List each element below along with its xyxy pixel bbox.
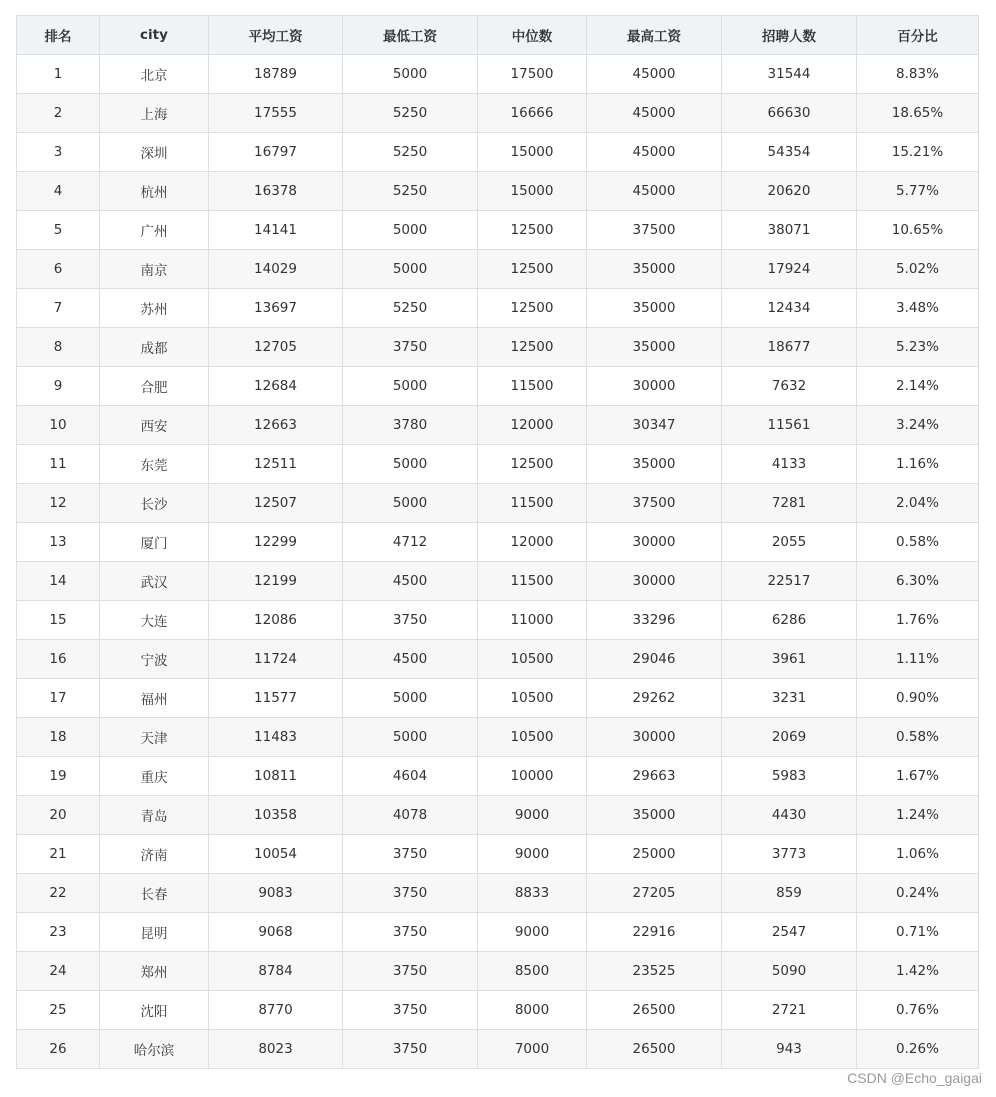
cell-city: 苏州 bbox=[100, 289, 209, 328]
cell-median: 12500 bbox=[478, 250, 587, 289]
table-row bbox=[17, 523, 979, 562]
cell-percentage: 0.90% bbox=[857, 679, 979, 718]
cell-hiring-count: 31544 bbox=[722, 55, 857, 94]
cell-max-salary: 37500 bbox=[587, 211, 722, 250]
cell-median: 10500 bbox=[478, 640, 587, 679]
cell-percentage: 0.58% bbox=[857, 523, 979, 562]
cell-percentage: 18.65% bbox=[857, 94, 979, 133]
cell-min-salary: 4078 bbox=[343, 796, 478, 835]
cell-min-salary: 3750 bbox=[343, 952, 478, 991]
cell-city: 广州 bbox=[100, 211, 209, 250]
cell-hiring-count: 4430 bbox=[722, 796, 857, 835]
cell-hiring-count: 943 bbox=[722, 1030, 857, 1069]
table-row bbox=[17, 328, 979, 367]
table-body bbox=[17, 55, 979, 1069]
cell-median: 15000 bbox=[478, 133, 587, 172]
cell-min-salary: 3750 bbox=[343, 1030, 478, 1069]
cell-hiring-count: 17924 bbox=[722, 250, 857, 289]
cell-avg-salary: 16378 bbox=[209, 172, 343, 211]
cell-max-salary: 35000 bbox=[587, 250, 722, 289]
cell-hiring-count: 2069 bbox=[722, 718, 857, 757]
cell-median: 9000 bbox=[478, 835, 587, 874]
table-row bbox=[17, 1030, 979, 1069]
cell-median: 8000 bbox=[478, 991, 587, 1030]
table-row bbox=[17, 718, 979, 757]
cell-hiring-count: 66630 bbox=[722, 94, 857, 133]
cell-percentage: 5.77% bbox=[857, 172, 979, 211]
cell-city: 南京 bbox=[100, 250, 209, 289]
cell-max-salary: 30000 bbox=[587, 718, 722, 757]
table-row bbox=[17, 913, 979, 952]
cell-hiring-count: 6286 bbox=[722, 601, 857, 640]
cell-max-salary: 25000 bbox=[587, 835, 722, 874]
cell-avg-salary: 14141 bbox=[209, 211, 343, 250]
header-city: city bbox=[100, 16, 209, 55]
table-row bbox=[17, 640, 979, 679]
cell-percentage: 5.23% bbox=[857, 328, 979, 367]
cell-percentage: 2.04% bbox=[857, 484, 979, 523]
cell-hiring-count: 2547 bbox=[722, 913, 857, 952]
cell-percentage: 2.14% bbox=[857, 367, 979, 406]
cell-rank: 19 bbox=[17, 757, 100, 796]
table-row bbox=[17, 874, 979, 913]
table-row bbox=[17, 952, 979, 991]
cell-percentage: 1.67% bbox=[857, 757, 979, 796]
table-row bbox=[17, 562, 979, 601]
cell-avg-salary: 11724 bbox=[209, 640, 343, 679]
cell-avg-salary: 13697 bbox=[209, 289, 343, 328]
header-max-salary: 最高工资 bbox=[587, 16, 722, 55]
table-row bbox=[17, 250, 979, 289]
cell-city: 济南 bbox=[100, 835, 209, 874]
cell-median: 10000 bbox=[478, 757, 587, 796]
cell-median: 17500 bbox=[478, 55, 587, 94]
cell-min-salary: 4712 bbox=[343, 523, 478, 562]
cell-min-salary: 5000 bbox=[343, 679, 478, 718]
cell-min-salary: 5000 bbox=[343, 484, 478, 523]
cell-hiring-count: 18677 bbox=[722, 328, 857, 367]
cell-max-salary: 22916 bbox=[587, 913, 722, 952]
cell-avg-salary: 17555 bbox=[209, 94, 343, 133]
salary-table bbox=[16, 15, 979, 1069]
cell-max-salary: 35000 bbox=[587, 445, 722, 484]
cell-max-salary: 30000 bbox=[587, 562, 722, 601]
cell-city: 厦门 bbox=[100, 523, 209, 562]
cell-rank: 11 bbox=[17, 445, 100, 484]
cell-min-salary: 4604 bbox=[343, 757, 478, 796]
cell-city: 郑州 bbox=[100, 952, 209, 991]
cell-city: 昆明 bbox=[100, 913, 209, 952]
cell-avg-salary: 12684 bbox=[209, 367, 343, 406]
cell-rank: 16 bbox=[17, 640, 100, 679]
cell-max-salary: 29262 bbox=[587, 679, 722, 718]
table-row bbox=[17, 601, 979, 640]
cell-rank: 9 bbox=[17, 367, 100, 406]
table-row bbox=[17, 484, 979, 523]
cell-percentage: 0.71% bbox=[857, 913, 979, 952]
cell-max-salary: 30347 bbox=[587, 406, 722, 445]
cell-hiring-count: 38071 bbox=[722, 211, 857, 250]
cell-percentage: 1.76% bbox=[857, 601, 979, 640]
cell-max-salary: 45000 bbox=[587, 55, 722, 94]
cell-avg-salary: 11483 bbox=[209, 718, 343, 757]
cell-hiring-count: 12434 bbox=[722, 289, 857, 328]
cell-min-salary: 4500 bbox=[343, 640, 478, 679]
cell-max-salary: 29046 bbox=[587, 640, 722, 679]
cell-city: 武汉 bbox=[100, 562, 209, 601]
table-row bbox=[17, 55, 979, 94]
cell-city: 福州 bbox=[100, 679, 209, 718]
cell-median: 10500 bbox=[478, 679, 587, 718]
header-median: 中位数 bbox=[478, 16, 587, 55]
cell-avg-salary: 8784 bbox=[209, 952, 343, 991]
cell-percentage: 1.16% bbox=[857, 445, 979, 484]
cell-hiring-count: 22517 bbox=[722, 562, 857, 601]
cell-city: 成都 bbox=[100, 328, 209, 367]
cell-min-salary: 5000 bbox=[343, 718, 478, 757]
cell-rank: 17 bbox=[17, 679, 100, 718]
cell-min-salary: 4500 bbox=[343, 562, 478, 601]
cell-avg-salary: 10358 bbox=[209, 796, 343, 835]
cell-percentage: 1.06% bbox=[857, 835, 979, 874]
cell-max-salary: 45000 bbox=[587, 172, 722, 211]
cell-median: 11500 bbox=[478, 484, 587, 523]
cell-median: 8833 bbox=[478, 874, 587, 913]
cell-min-salary: 5000 bbox=[343, 55, 478, 94]
cell-median: 12500 bbox=[478, 445, 587, 484]
cell-hiring-count: 4133 bbox=[722, 445, 857, 484]
cell-city: 长春 bbox=[100, 874, 209, 913]
table-row bbox=[17, 406, 979, 445]
cell-city: 大连 bbox=[100, 601, 209, 640]
cell-avg-salary: 12299 bbox=[209, 523, 343, 562]
cell-percentage: 10.65% bbox=[857, 211, 979, 250]
table-row bbox=[17, 835, 979, 874]
cell-max-salary: 35000 bbox=[587, 289, 722, 328]
cell-min-salary: 5000 bbox=[343, 250, 478, 289]
cell-min-salary: 3780 bbox=[343, 406, 478, 445]
cell-avg-salary: 12507 bbox=[209, 484, 343, 523]
cell-percentage: 8.83% bbox=[857, 55, 979, 94]
cell-avg-salary: 10811 bbox=[209, 757, 343, 796]
cell-percentage: 0.26% bbox=[857, 1030, 979, 1069]
table-row bbox=[17, 367, 979, 406]
cell-hiring-count: 11561 bbox=[722, 406, 857, 445]
cell-rank: 26 bbox=[17, 1030, 100, 1069]
cell-city: 深圳 bbox=[100, 133, 209, 172]
cell-avg-salary: 12705 bbox=[209, 328, 343, 367]
cell-avg-salary: 9068 bbox=[209, 913, 343, 952]
cell-min-salary: 5250 bbox=[343, 289, 478, 328]
cell-rank: 6 bbox=[17, 250, 100, 289]
cell-max-salary: 35000 bbox=[587, 796, 722, 835]
cell-percentage: 0.58% bbox=[857, 718, 979, 757]
cell-city: 杭州 bbox=[100, 172, 209, 211]
cell-percentage: 0.24% bbox=[857, 874, 979, 913]
cell-max-salary: 37500 bbox=[587, 484, 722, 523]
table-header-row bbox=[17, 16, 979, 55]
cell-min-salary: 3750 bbox=[343, 835, 478, 874]
cell-city: 北京 bbox=[100, 55, 209, 94]
cell-min-salary: 5000 bbox=[343, 445, 478, 484]
cell-min-salary: 5250 bbox=[343, 172, 478, 211]
cell-percentage: 15.21% bbox=[857, 133, 979, 172]
cell-median: 10500 bbox=[478, 718, 587, 757]
cell-rank: 24 bbox=[17, 952, 100, 991]
table-row bbox=[17, 133, 979, 172]
cell-percentage: 3.24% bbox=[857, 406, 979, 445]
cell-rank: 23 bbox=[17, 913, 100, 952]
cell-rank: 25 bbox=[17, 991, 100, 1030]
cell-percentage: 1.24% bbox=[857, 796, 979, 835]
cell-median: 12000 bbox=[478, 523, 587, 562]
cell-city: 哈尔滨 bbox=[100, 1030, 209, 1069]
cell-median: 9000 bbox=[478, 796, 587, 835]
cell-rank: 22 bbox=[17, 874, 100, 913]
cell-hiring-count: 3773 bbox=[722, 835, 857, 874]
cell-median: 7000 bbox=[478, 1030, 587, 1069]
cell-city: 合肥 bbox=[100, 367, 209, 406]
cell-rank: 15 bbox=[17, 601, 100, 640]
cell-avg-salary: 9083 bbox=[209, 874, 343, 913]
cell-hiring-count: 3961 bbox=[722, 640, 857, 679]
table-row bbox=[17, 445, 979, 484]
cell-hiring-count: 859 bbox=[722, 874, 857, 913]
cell-hiring-count: 2055 bbox=[722, 523, 857, 562]
cell-median: 15000 bbox=[478, 172, 587, 211]
cell-rank: 12 bbox=[17, 484, 100, 523]
cell-max-salary: 29663 bbox=[587, 757, 722, 796]
cell-avg-salary: 14029 bbox=[209, 250, 343, 289]
cell-rank: 2 bbox=[17, 94, 100, 133]
cell-city: 天津 bbox=[100, 718, 209, 757]
cell-min-salary: 3750 bbox=[343, 328, 478, 367]
cell-avg-salary: 8023 bbox=[209, 1030, 343, 1069]
cell-median: 9000 bbox=[478, 913, 587, 952]
cell-min-salary: 5250 bbox=[343, 133, 478, 172]
cell-median: 12000 bbox=[478, 406, 587, 445]
cell-min-salary: 3750 bbox=[343, 991, 478, 1030]
cell-city: 上海 bbox=[100, 94, 209, 133]
cell-city: 重庆 bbox=[100, 757, 209, 796]
header-rank: 排名 bbox=[17, 16, 100, 55]
cell-hiring-count: 7632 bbox=[722, 367, 857, 406]
cell-city: 宁波 bbox=[100, 640, 209, 679]
cell-percentage: 3.48% bbox=[857, 289, 979, 328]
cell-city: 沈阳 bbox=[100, 991, 209, 1030]
cell-city: 长沙 bbox=[100, 484, 209, 523]
cell-median: 11500 bbox=[478, 367, 587, 406]
cell-avg-salary: 12086 bbox=[209, 601, 343, 640]
cell-hiring-count: 20620 bbox=[722, 172, 857, 211]
cell-avg-salary: 12511 bbox=[209, 445, 343, 484]
cell-median: 12500 bbox=[478, 211, 587, 250]
cell-median: 8500 bbox=[478, 952, 587, 991]
cell-max-salary: 45000 bbox=[587, 133, 722, 172]
header-min-salary: 最低工资 bbox=[343, 16, 478, 55]
cell-min-salary: 5000 bbox=[343, 367, 478, 406]
cell-max-salary: 35000 bbox=[587, 328, 722, 367]
cell-min-salary: 5000 bbox=[343, 211, 478, 250]
cell-percentage: 5.02% bbox=[857, 250, 979, 289]
cell-rank: 10 bbox=[17, 406, 100, 445]
table-row bbox=[17, 94, 979, 133]
cell-max-salary: 33296 bbox=[587, 601, 722, 640]
cell-hiring-count: 54354 bbox=[722, 133, 857, 172]
header-percentage: 百分比 bbox=[857, 16, 979, 55]
cell-min-salary: 5250 bbox=[343, 94, 478, 133]
cell-avg-salary: 8770 bbox=[209, 991, 343, 1030]
cell-max-salary: 45000 bbox=[587, 94, 722, 133]
cell-median: 12500 bbox=[478, 328, 587, 367]
cell-rank: 18 bbox=[17, 718, 100, 757]
table-row bbox=[17, 796, 979, 835]
cell-median: 16666 bbox=[478, 94, 587, 133]
cell-avg-salary: 11577 bbox=[209, 679, 343, 718]
cell-avg-salary: 12199 bbox=[209, 562, 343, 601]
cell-rank: 8 bbox=[17, 328, 100, 367]
watermark: CSDN @Echo_gaigai bbox=[847, 1070, 982, 1086]
table-row bbox=[17, 757, 979, 796]
cell-max-salary: 30000 bbox=[587, 367, 722, 406]
cell-hiring-count: 7281 bbox=[722, 484, 857, 523]
cell-avg-salary: 18789 bbox=[209, 55, 343, 94]
table-row bbox=[17, 289, 979, 328]
cell-hiring-count: 2721 bbox=[722, 991, 857, 1030]
cell-rank: 21 bbox=[17, 835, 100, 874]
cell-median: 11500 bbox=[478, 562, 587, 601]
table-row bbox=[17, 679, 979, 718]
cell-city: 西安 bbox=[100, 406, 209, 445]
cell-avg-salary: 16797 bbox=[209, 133, 343, 172]
cell-max-salary: 26500 bbox=[587, 991, 722, 1030]
cell-percentage: 0.76% bbox=[857, 991, 979, 1030]
header-avg-salary: 平均工资 bbox=[209, 16, 343, 55]
header-hiring-count: 招聘人数 bbox=[722, 16, 857, 55]
cell-rank: 7 bbox=[17, 289, 100, 328]
cell-rank: 3 bbox=[17, 133, 100, 172]
cell-min-salary: 3750 bbox=[343, 874, 478, 913]
cell-avg-salary: 10054 bbox=[209, 835, 343, 874]
cell-max-salary: 23525 bbox=[587, 952, 722, 991]
cell-hiring-count: 5983 bbox=[722, 757, 857, 796]
cell-rank: 4 bbox=[17, 172, 100, 211]
cell-median: 12500 bbox=[478, 289, 587, 328]
cell-city: 东莞 bbox=[100, 445, 209, 484]
table-row bbox=[17, 211, 979, 250]
cell-max-salary: 30000 bbox=[587, 523, 722, 562]
cell-rank: 20 bbox=[17, 796, 100, 835]
cell-max-salary: 26500 bbox=[587, 1030, 722, 1069]
cell-min-salary: 3750 bbox=[343, 601, 478, 640]
cell-rank: 13 bbox=[17, 523, 100, 562]
cell-city: 青岛 bbox=[100, 796, 209, 835]
cell-rank: 1 bbox=[17, 55, 100, 94]
cell-rank: 5 bbox=[17, 211, 100, 250]
cell-hiring-count: 5090 bbox=[722, 952, 857, 991]
cell-hiring-count: 3231 bbox=[722, 679, 857, 718]
table-row bbox=[17, 172, 979, 211]
cell-percentage: 1.42% bbox=[857, 952, 979, 991]
cell-percentage: 6.30% bbox=[857, 562, 979, 601]
cell-avg-salary: 12663 bbox=[209, 406, 343, 445]
cell-rank: 14 bbox=[17, 562, 100, 601]
cell-percentage: 1.11% bbox=[857, 640, 979, 679]
cell-median: 11000 bbox=[478, 601, 587, 640]
cell-max-salary: 27205 bbox=[587, 874, 722, 913]
cell-min-salary: 3750 bbox=[343, 913, 478, 952]
table-row bbox=[17, 991, 979, 1030]
